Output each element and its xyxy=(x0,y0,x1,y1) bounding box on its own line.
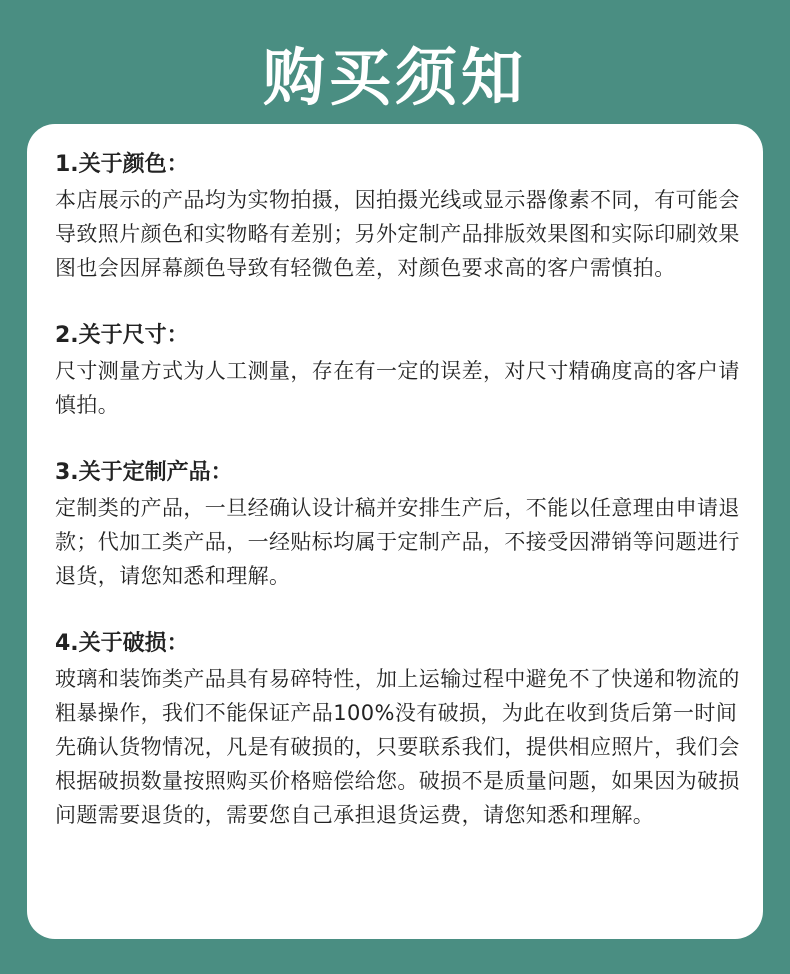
section-custom-products xyxy=(55,456,741,593)
section-damage xyxy=(55,627,741,832)
section-body: 本店展示的产品均为实物拍摄，因拍摄光线或显示器像素不同，有可能会导致照片颜色和实物略有差别；另外定制产品排版效果图和实际印刷效果图也会因屏幕颜色导致有轻微色差，对颜色要求高的客户需慎拍。 xyxy=(55,188,740,280)
section-heading: 4.关于破损： xyxy=(55,631,189,656)
notice-card xyxy=(27,124,763,939)
page-title: 购买须知 xyxy=(262,41,527,114)
section-body: 尺寸测量方式为人工测量，存在有一定的误差，对尺寸精确度高的客户请慎拍。 xyxy=(55,359,740,417)
section-heading: 3.关于定制产品： xyxy=(55,460,233,485)
section-body: 定制类的产品，一旦经确认设计稿并安排生产后，不能以任意理由申请退款；代加工类产品，一经贴标均属于定制产品，不接受因滞销等问题进行退货，请您知悉和理解。 xyxy=(55,496,740,588)
section-body: 玻璃和装饰类产品具有易碎特性，加上运输过程中避免不了快递和物流的粗暴操作，我们不能保证产品100%没有破损，为此在收到货后第一时间先确认货物情况，凡是有破损的，只要联系我们，提供相应照片，我们会根据破损数量按照购买价格赔偿给您。破损不是质量问题，如果因为破损问题需要退货的，需要您自己承担退货运费，请您知悉和理解。 xyxy=(55,667,740,827)
section-heading: 1.关于颜色： xyxy=(55,152,189,177)
section-heading: 2.关于尺寸： xyxy=(55,323,189,348)
section-size xyxy=(55,319,741,422)
section-color xyxy=(55,148,741,285)
